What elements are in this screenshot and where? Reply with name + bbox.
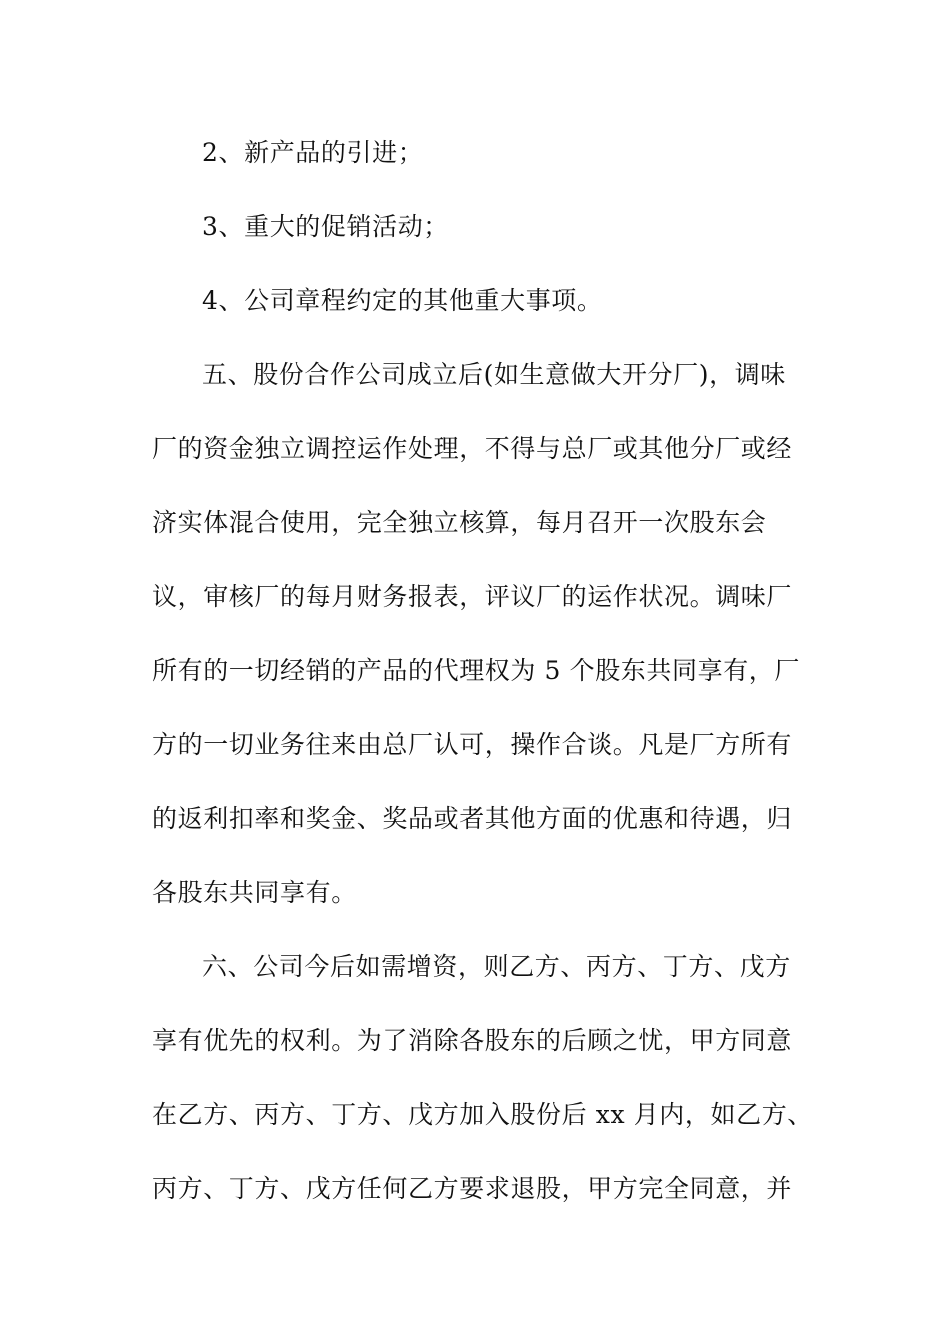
paragraph-line: 在乙方、丙方、丁方、戊方加入股份后 xx 月内，如乙方、: [152, 1100, 813, 1129]
paragraph-gap: [152, 252, 792, 276]
paragraph-line: 各股东共同享有。: [152, 878, 357, 907]
paragraph-line: 六、公司今后如需增资，则乙方、丙方、丁方、戊方: [202, 952, 791, 981]
line-gap: [152, 770, 792, 794]
list-item-3: 3、重大的促销活动；: [202, 212, 449, 241]
paragraph-line: 五、股份合作公司成立后(如生意做大开分厂)，调味: [202, 360, 786, 389]
paragraph-section-six: [152, 942, 813, 1214]
paragraph-line: 方的一切业务往来由总厂认可，操作合谈。凡是厂方所有: [152, 730, 793, 759]
line-gap: [152, 992, 792, 1016]
paragraph-line: 议，审核厂的每月财务报表，评议厂的运作状况。调味厂: [152, 582, 793, 611]
paragraph-line: 的返利扣率和奖金、奖品或者其他方面的优惠和待遇，归: [152, 804, 793, 833]
line-gap: [152, 622, 792, 646]
paragraph-line: 享有优先的权利。为了消除各股东的后顾之忧，甲方同意: [152, 1026, 793, 1055]
line-gap: [152, 474, 792, 498]
line-gap: [152, 1140, 792, 1164]
paragraph-line: 济实体混合使用，完全独立核算，每月召开一次股东会: [152, 508, 767, 537]
document-body: [152, 128, 813, 1214]
list-item-2: 2、新产品的引进；: [202, 138, 424, 167]
list-item-4: 4、公司章程约定的其他重大事项。: [202, 286, 603, 315]
line-gap: [152, 696, 792, 720]
line-gap: [152, 548, 792, 572]
line-gap: [152, 1066, 792, 1090]
paragraph-gap: [152, 178, 792, 202]
paragraph-line: 丙方、丁方、戊方任何乙方要求退股，甲方完全同意，并: [152, 1174, 793, 1203]
paragraph-section-five: [152, 350, 801, 918]
line-gap: [152, 400, 792, 424]
paragraph-line: 所有的一切经销的产品的代理权为 5 个股东共同享有，厂: [152, 656, 801, 685]
paragraph-line: 厂的资金独立调控运作处理，不得与总厂或其他分厂或经: [152, 434, 793, 463]
paragraph-gap: [152, 918, 792, 942]
paragraph-gap: [152, 326, 792, 350]
line-gap: [152, 844, 792, 868]
